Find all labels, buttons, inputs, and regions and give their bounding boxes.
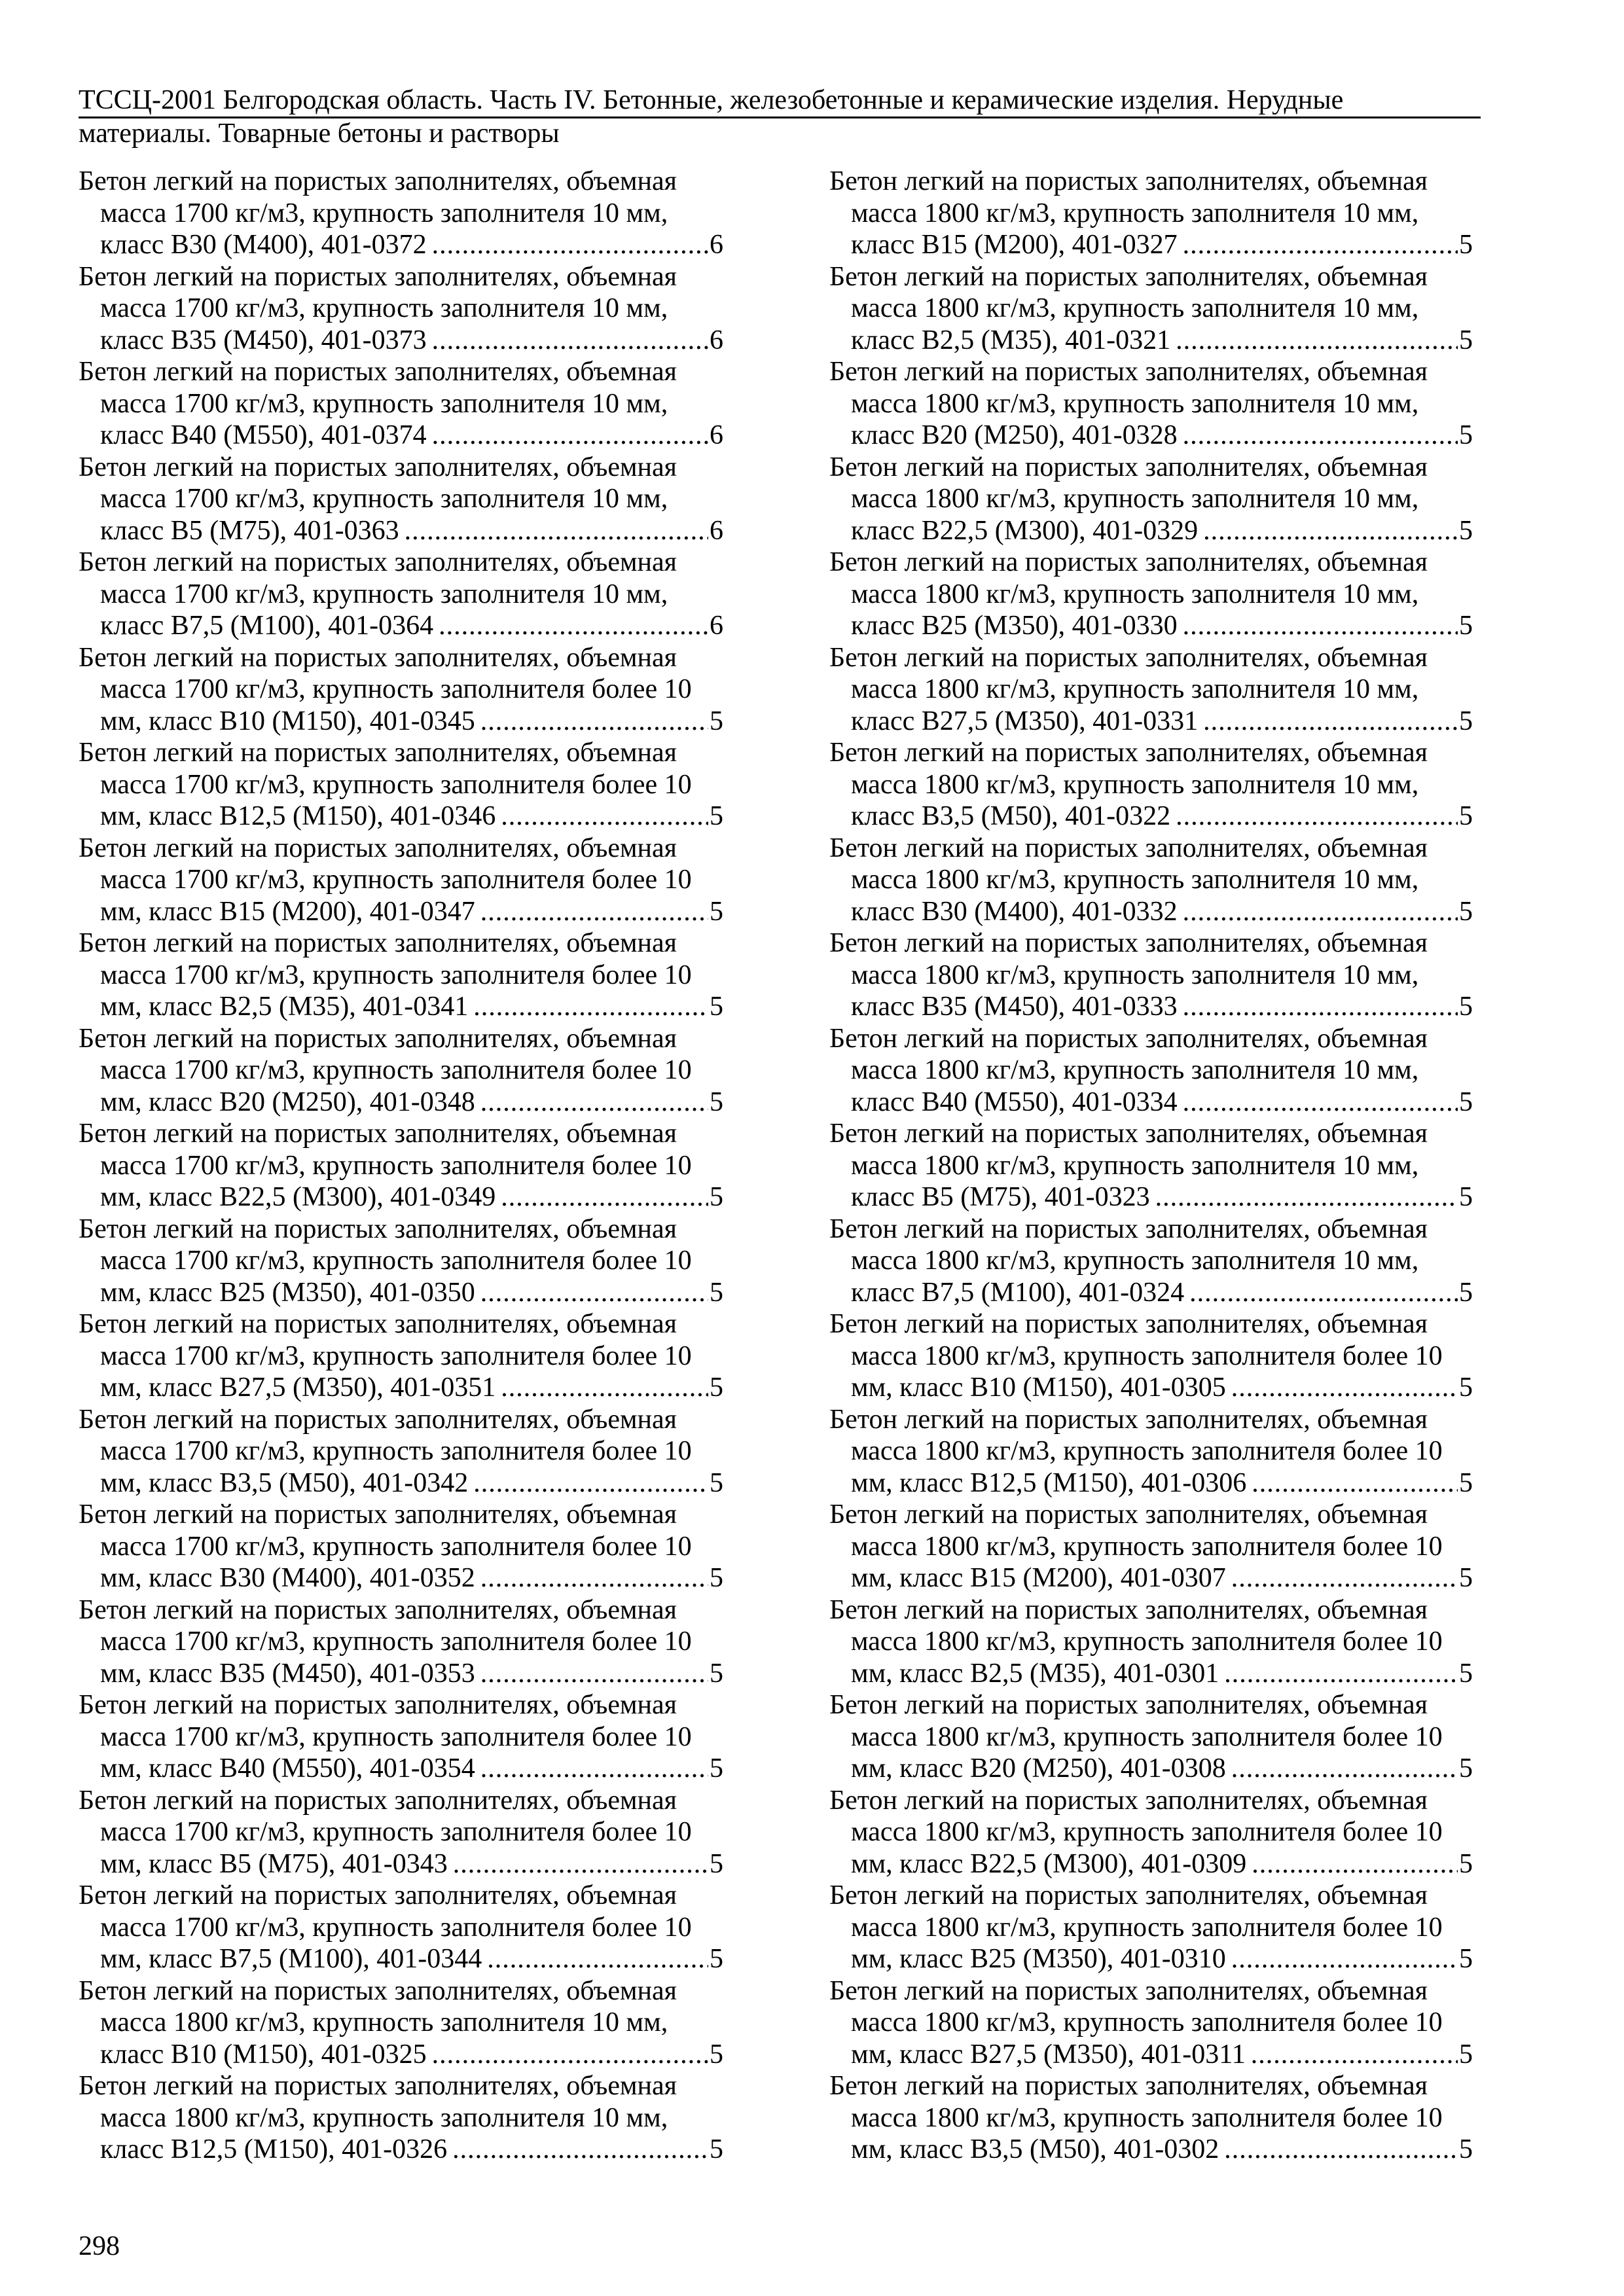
entry-code: мм, класс В2,5 (М35), 401-0301 <box>851 1658 1219 1689</box>
index-entry <box>829 1594 1473 1690</box>
entry-page-number: 5 <box>1459 1372 1473 1403</box>
index-entry <box>829 833 1473 928</box>
entry-line-3 <box>79 1658 723 1690</box>
dot-leader <box>480 1562 708 1594</box>
entry-code: класс В25 (М350), 401-0330 <box>851 611 1178 641</box>
entry-code: класс В5 (М75), 401-0323 <box>851 1182 1150 1212</box>
entry-line-3 <box>79 1372 723 1404</box>
entry-line-1: Бетон легкий на пористых заполнителях, объемная <box>829 928 1428 958</box>
index-entry <box>79 737 723 833</box>
entry-code: класс В7,5 (М100), 401-0364 <box>100 611 434 641</box>
entry-line-1: Бетон легкий на пористых заполнителях, объемная <box>79 261 677 292</box>
entry-line-2: масса 1800 кг/м3, крупность заполнителя 10 мм, <box>851 960 1419 990</box>
entry-code: класс В20 (М250), 401-0328 <box>851 420 1178 450</box>
entry-code: мм, класс В3,5 (М50), 401-0302 <box>851 2134 1219 2164</box>
entry-line-2: масса 1800 кг/м3, крупность заполнителя 10 мм, <box>851 674 1419 704</box>
entry-line-1: Бетон легкий на пористых заполнителях, объемная <box>829 1785 1428 1816</box>
dot-leader <box>1183 991 1458 1023</box>
index-entry <box>829 1975 1473 2071</box>
entry-line-3 <box>79 2134 723 2166</box>
entry-line-2: масса 1800 кг/м3, крупность заполнителя более 10 <box>851 1912 1443 1943</box>
dot-leader <box>1252 1848 1458 1880</box>
index-entry <box>79 2070 723 2166</box>
entry-page-number: 5 <box>1459 420 1473 450</box>
entry-page-number: 5 <box>1459 1086 1473 1117</box>
entry-page-number: 5 <box>1459 515 1473 546</box>
entry-line-1: Бетон легкий на пористых заполнителях, объемная <box>79 1690 677 1720</box>
index-entry <box>829 1404 1473 1499</box>
entry-code: мм, класс В5 (М75), 401-0343 <box>100 1848 448 1879</box>
entry-line-3 <box>79 1086 723 1119</box>
index-column-left <box>79 166 723 2166</box>
entry-line-3 <box>829 896 1473 928</box>
entry-line-3 <box>79 706 723 738</box>
entry-line-2: масса 1700 кг/м3, крупность заполнителя более 10 <box>100 1817 692 1847</box>
entry-page-number: 5 <box>1459 1753 1473 1784</box>
entry-code: класс В7,5 (М100), 401-0324 <box>851 1277 1185 1308</box>
index-entry <box>79 927 723 1023</box>
entry-line-2: масса 1700 кг/м3, крупность заполнителя более 10 <box>100 1150 692 1181</box>
entry-code: класс В40 (М550), 401-0374 <box>100 420 427 450</box>
entry-code: класс В27,5 (М350), 401-0331 <box>851 706 1199 736</box>
entry-line-2: масса 1800 кг/м3, крупность заполнителя 10 мм, <box>100 2007 668 2037</box>
dot-leader <box>473 991 708 1023</box>
entry-line-1: Бетон легкий на пористых заполнителях, объемная <box>829 1023 1428 1054</box>
dot-leader <box>1203 706 1458 738</box>
dot-leader <box>480 706 708 738</box>
entry-line-3 <box>79 325 723 357</box>
index-entry <box>829 356 1473 452</box>
entry-page-number: 5 <box>1459 1848 1473 1879</box>
entry-line-1: Бетон легкий на пористых заполнителях, объемная <box>829 1690 1428 1720</box>
entry-line-1: Бетон легкий на пористых заполнителях, объемная <box>79 1404 677 1435</box>
entry-code: мм, класс В30 (М400), 401-0352 <box>100 1563 475 1593</box>
entry-line-3 <box>79 1753 723 1785</box>
index-entry <box>79 1023 723 1119</box>
entry-line-3 <box>79 1181 723 1213</box>
entry-page-number: 5 <box>710 992 723 1022</box>
index-entry <box>829 1213 1473 1309</box>
entry-line-2: масса 1800 кг/м3, крупность заполнителя более 10 <box>851 2102 1443 2133</box>
entry-page-number: 5 <box>1459 1563 1473 1593</box>
index-entry <box>829 452 1473 547</box>
running-header-line-2: материалы. Товарные бетоны и растворы <box>79 118 560 149</box>
entry-line-1: Бетон легкий на пористых заполнителях, объемная <box>829 166 1428 196</box>
entry-line-2: масса 1700 кг/м3, крупность заполнителя более 10 <box>100 1721 692 1752</box>
index-entry <box>829 927 1473 1023</box>
entry-line-1: Бетон легкий на пористых заполнителях, объемная <box>79 1119 677 1149</box>
entry-line-3 <box>829 800 1473 833</box>
entry-code: класс В5 (М75), 401-0363 <box>100 515 399 546</box>
entry-line-1: Бетон легкий на пористых заполнителях, объемная <box>829 642 1428 673</box>
dot-leader <box>1183 1086 1458 1119</box>
index-entry <box>79 261 723 357</box>
index-entry <box>829 1118 1473 1213</box>
entry-code: мм, класс В12,5 (М150), 401-0346 <box>100 801 496 831</box>
entry-line-2: масса 1800 кг/м3, крупность заполнителя более 10 <box>851 2007 1443 2037</box>
entry-code: мм, класс В27,5 (М350), 401-0351 <box>100 1372 496 1403</box>
entry-code: класс В15 (М200), 401-0327 <box>851 230 1178 260</box>
entry-code: мм, класс В25 (М350), 401-0350 <box>100 1277 475 1308</box>
entry-line-1: Бетон легкий на пористых заполнителях, объемная <box>79 1594 677 1625</box>
entry-line-2: масса 1800 кг/м3, крупность заполнителя 10 мм, <box>851 1150 1419 1181</box>
entry-line-3 <box>829 1562 1473 1594</box>
index-entry <box>79 1118 723 1213</box>
dot-leader <box>501 800 708 833</box>
entry-page-number: 5 <box>710 1277 723 1308</box>
index-entry <box>829 737 1473 833</box>
entry-line-3 <box>79 420 723 452</box>
entry-code: мм, класс В3,5 (М50), 401-0342 <box>100 1467 469 1498</box>
index-entry <box>79 1785 723 1880</box>
dot-leader <box>1231 1562 1458 1594</box>
index-entry <box>829 1499 1473 1594</box>
entry-page-number: 5 <box>710 1182 723 1212</box>
index-entry <box>79 833 723 928</box>
index-entry <box>79 1689 723 1785</box>
entry-page-number: 5 <box>710 1753 723 1784</box>
entry-page-number: 5 <box>710 896 723 927</box>
entry-line-1: Бетон легкий на пористых заполнителях, объемная <box>829 1213 1428 1244</box>
entry-line-3 <box>829 706 1473 738</box>
entry-line-2: масса 1800 кг/м3, крупность заполнителя 10 мм, <box>851 293 1419 323</box>
entry-page-number: 5 <box>1459 896 1473 927</box>
entry-line-1: Бетон легкий на пористых заполнителях, объемная <box>79 1023 677 1054</box>
page-number: 298 <box>79 2231 120 2261</box>
dot-leader <box>452 2134 708 2166</box>
entry-line-2: масса 1700 кг/м3, крупность заполнителя более 10 <box>100 1246 692 1276</box>
dot-leader <box>1224 1658 1458 1690</box>
entry-line-2: масса 1700 кг/м3, крупность заполнителя более 10 <box>100 1436 692 1466</box>
entry-line-2: масса 1800 кг/м3, крупность заполнителя 10 мм, <box>851 484 1419 514</box>
index-entry <box>829 1023 1473 1119</box>
entry-line-3 <box>829 1372 1473 1404</box>
entry-line-3 <box>829 515 1473 547</box>
entry-line-1: Бетон легкий на пористых заполнителях, объемная <box>829 738 1428 768</box>
entry-line-1: Бетон легкий на пористых заполнителях, объемная <box>829 261 1428 292</box>
entry-line-3 <box>829 1467 1473 1499</box>
entry-line-2: масса 1700 кг/м3, крупность заполнителя 10 мм, <box>100 293 668 323</box>
entry-line-2: масса 1800 кг/м3, крупность заполнителя 10 мм, <box>851 1055 1419 1085</box>
entry-line-1: Бетон легкий на пористых заполнителях, объемная <box>79 1975 677 2006</box>
entry-page-number: 5 <box>1459 1277 1473 1308</box>
entry-code: класс В35 (М450), 401-0373 <box>100 325 427 355</box>
index-entry <box>79 356 723 452</box>
dot-leader <box>1231 1372 1458 1404</box>
entry-page-number: 5 <box>1459 1182 1473 1212</box>
entry-line-3 <box>829 1943 1473 1975</box>
entry-line-2: масса 1700 кг/м3, крупность заполнителя 10 мм, <box>100 388 668 419</box>
dot-leader <box>432 325 708 357</box>
entry-line-2: масса 1700 кг/м3, крупность заполнителя более 10 <box>100 674 692 704</box>
entry-code: мм, класс В12,5 (М150), 401-0306 <box>851 1467 1247 1498</box>
dot-leader <box>1203 515 1458 547</box>
entry-code: мм, класс В25 (М350), 401-0310 <box>851 1944 1226 1974</box>
entry-line-3 <box>829 325 1473 357</box>
index-entry <box>79 1975 723 2071</box>
entry-line-3 <box>79 229 723 261</box>
entry-line-2: масса 1700 кг/м3, крупность заполнителя более 10 <box>100 1912 692 1943</box>
entry-line-2: масса 1800 кг/м3, крупность заполнителя более 10 <box>851 1436 1443 1466</box>
entry-line-1: Бетон легкий на пористых заполнителях, объемная <box>829 1309 1428 1339</box>
entry-page-number: 5 <box>1459 1944 1473 1974</box>
entry-line-1: Бетон легкий на пористых заполнителях, объемная <box>79 357 677 387</box>
dot-leader <box>1231 1943 1458 1975</box>
entry-line-2: масса 1800 кг/м3, крупность заполнителя 10 мм, <box>851 865 1419 895</box>
entry-line-1: Бетон легкий на пористых заполнителях, объемная <box>79 452 677 482</box>
entry-line-1: Бетон легкий на пористых заполнителях, объемная <box>79 928 677 958</box>
entry-line-2: масса 1800 кг/м3, крупность заполнителя 10 мм, <box>100 2102 668 2133</box>
dot-leader <box>480 1277 708 1309</box>
dot-leader <box>473 1467 708 1499</box>
entry-line-3 <box>79 1943 723 1975</box>
dot-leader <box>1251 2039 1458 2071</box>
entry-line-1: Бетон легкий на пористых заполнителях, объемная <box>79 1499 677 1530</box>
entry-page-number: 5 <box>710 1563 723 1593</box>
entry-line-1: Бетон легкий на пористых заполнителях, объемная <box>79 738 677 768</box>
entry-line-1: Бетон легкий на пористых заполнителях, объемная <box>79 833 677 863</box>
entry-line-3 <box>79 515 723 547</box>
dot-leader <box>1183 420 1458 452</box>
dot-leader <box>480 1753 708 1785</box>
entry-line-3 <box>829 1753 1473 1785</box>
entry-line-2: масса 1700 кг/м3, крупность заполнителя более 10 <box>100 1055 692 1085</box>
entry-line-2: масса 1700 кг/м3, крупность заполнителя более 10 <box>100 865 692 895</box>
entry-line-2: масса 1700 кг/м3, крупность заполнителя 10 мм, <box>100 579 668 609</box>
entry-page-number: 5 <box>1459 801 1473 831</box>
entry-page-number: 5 <box>710 1658 723 1689</box>
index-entry <box>829 642 1473 738</box>
entry-line-2: масса 1700 кг/м3, крупность заполнителя более 10 <box>100 1340 692 1371</box>
index-entry <box>79 1213 723 1309</box>
entry-code: мм, класс В40 (М550), 401-0354 <box>100 1753 475 1784</box>
entry-page-number: 5 <box>710 1467 723 1498</box>
entry-line-3 <box>829 420 1473 452</box>
entry-line-2: масса 1800 кг/м3, крупность заполнителя 10 мм, <box>851 198 1419 228</box>
index-entry <box>79 1308 723 1404</box>
index-entry <box>829 1308 1473 1404</box>
entry-code: класс В22,5 (М300), 401-0329 <box>851 515 1199 546</box>
entry-line-1: Бетон легкий на пористых заполнителях, объемная <box>829 547 1428 577</box>
entry-page-number: 6 <box>710 325 723 355</box>
index-entry <box>829 261 1473 357</box>
entry-line-3 <box>79 1848 723 1880</box>
entry-line-1: Бетон легкий на пористых заполнителях, объемная <box>829 1594 1428 1625</box>
entry-code: мм, класс В10 (М150), 401-0345 <box>100 706 475 736</box>
index-entry <box>829 547 1473 642</box>
index-entry <box>79 452 723 547</box>
entry-line-2: масса 1800 кг/м3, крупность заполнителя 10 мм, <box>851 1246 1419 1276</box>
dot-leader <box>1231 1753 1458 1785</box>
entry-code: мм, класс В15 (М200), 401-0307 <box>851 1563 1226 1593</box>
entry-code: класс В12,5 (М150), 401-0326 <box>100 2134 448 2164</box>
dot-leader <box>405 515 708 547</box>
entry-line-1: Бетон легкий на пористых заполнителях, объемная <box>829 452 1428 482</box>
entry-line-2: масса 1700 кг/м3, крупность заполнителя 10 мм, <box>100 198 668 228</box>
entry-code: мм, класс В35 (М450), 401-0353 <box>100 1658 475 1689</box>
entry-line-1: Бетон легкий на пористых заполнителях, объемная <box>79 2071 677 2101</box>
entry-code: класс В2,5 (М35), 401-0321 <box>851 325 1171 355</box>
index-entry <box>79 1499 723 1594</box>
entry-line-3 <box>829 1277 1473 1309</box>
dot-leader <box>432 2039 708 2071</box>
entry-page-number: 5 <box>1459 706 1473 736</box>
entry-page-number: 5 <box>710 706 723 736</box>
index-entry <box>829 1785 1473 1880</box>
entry-line-2: масса 1700 кг/м3, крупность заполнителя 10 мм, <box>100 484 668 514</box>
entry-line-1: Бетон легкий на пористых заполнителях, объемная <box>829 1119 1428 1149</box>
entry-code: мм, класс В15 (М200), 401-0347 <box>100 896 475 927</box>
dot-leader <box>1224 2134 1458 2166</box>
entry-line-2: масса 1800 кг/м3, крупность заполнителя более 10 <box>851 1531 1443 1562</box>
entry-code: мм, класс В2,5 (М35), 401-0341 <box>100 992 469 1022</box>
entry-code: класс В3,5 (М50), 401-0322 <box>851 801 1171 831</box>
dot-leader <box>432 420 708 452</box>
dot-leader <box>501 1372 708 1404</box>
index-entry <box>79 166 723 261</box>
entry-line-3 <box>829 1658 1473 1690</box>
entry-line-3 <box>79 1562 723 1594</box>
index-entry <box>79 1880 723 1975</box>
dot-leader <box>1189 1277 1458 1309</box>
entry-page-number: 5 <box>710 801 723 831</box>
entry-line-1: Бетон легкий на пористых заполнителях, объемная <box>829 1499 1428 1530</box>
dot-leader <box>487 1943 708 1975</box>
entry-line-1: Бетон легкий на пористых заполнителях, объемная <box>829 1975 1428 2006</box>
entry-page-number: 5 <box>1459 325 1473 355</box>
entry-code: мм, класс В22,5 (М300), 401-0349 <box>100 1182 496 1212</box>
dot-leader <box>453 1848 708 1880</box>
dot-leader <box>480 1086 708 1119</box>
entry-page-number: 5 <box>1459 1658 1473 1689</box>
entry-code: класс В10 (М150), 401-0325 <box>100 2039 427 2070</box>
entry-code: мм, класс В27,5 (М350), 401-0311 <box>851 2039 1246 2070</box>
entry-line-2: масса 1800 кг/м3, крупность заполнителя более 10 <box>851 1721 1443 1752</box>
entry-code: мм, класс В20 (М250), 401-0308 <box>851 1753 1226 1784</box>
entry-line-3 <box>829 1086 1473 1119</box>
entry-line-3 <box>79 896 723 928</box>
entry-page-number: 5 <box>1459 2134 1473 2164</box>
entry-line-3 <box>829 2134 1473 2166</box>
entry-line-3 <box>79 610 723 642</box>
entry-line-3 <box>829 1848 1473 1880</box>
index-entry <box>829 166 1473 261</box>
entry-line-1: Бетон легкий на пористых заполнителях, объемная <box>79 1309 677 1339</box>
dot-leader <box>1183 610 1458 642</box>
entry-line-1: Бетон легкий на пористых заполнителях, объемная <box>79 1213 677 1244</box>
entry-line-1: Бетон легкий на пористых заполнителях, объемная <box>79 166 677 196</box>
entry-code: класс В30 (М400), 401-0332 <box>851 896 1178 927</box>
entry-code: мм, класс В22,5 (М300), 401-0309 <box>851 1848 1247 1879</box>
entry-line-1: Бетон легкий на пористых заполнителях, объемная <box>79 1785 677 1816</box>
index-entry <box>79 547 723 642</box>
entry-line-1: Бетон легкий на пористых заполнителях, объемная <box>829 1404 1428 1435</box>
entry-line-2: масса 1800 кг/м3, крупность заполнителя более 10 <box>851 1340 1443 1371</box>
dot-leader <box>1176 800 1458 833</box>
entry-page-number: 5 <box>710 2039 723 2070</box>
entry-page-number: 5 <box>1459 992 1473 1022</box>
entry-line-2: масса 1700 кг/м3, крупность заполнителя более 10 <box>100 1626 692 1657</box>
entry-line-2: масса 1800 кг/м3, крупность заполнителя более 10 <box>851 1626 1443 1657</box>
entry-line-1: Бетон легкий на пористых заполнителях, объемная <box>829 2071 1428 2101</box>
entry-line-1: Бетон легкий на пористых заполнителях, объемная <box>829 833 1428 863</box>
entry-line-2: масса 1700 кг/м3, крупность заполнителя более 10 <box>100 960 692 990</box>
dot-leader <box>1176 325 1458 357</box>
entry-line-3 <box>79 991 723 1023</box>
entry-line-3 <box>829 229 1473 261</box>
entry-line-2: масса 1700 кг/м3, крупность заполнителя более 10 <box>100 1531 692 1562</box>
entry-line-3 <box>79 1467 723 1499</box>
entry-page-number: 5 <box>1459 2039 1473 2070</box>
entry-line-2: масса 1800 кг/м3, крупность заполнителя 10 мм, <box>851 769 1419 800</box>
entry-page-number: 5 <box>1459 230 1473 260</box>
entry-line-3 <box>829 610 1473 642</box>
index-entry <box>829 1880 1473 1975</box>
entry-line-1: Бетон легкий на пористых заполнителях, объемная <box>79 1880 677 1910</box>
dot-leader <box>1252 1467 1458 1499</box>
entry-line-3 <box>829 2039 1473 2071</box>
entry-page-number: 5 <box>1459 611 1473 641</box>
entry-code: класс В40 (М550), 401-0334 <box>851 1086 1178 1117</box>
entry-line-2: масса 1700 кг/м3, крупность заполнителя более 10 <box>100 769 692 800</box>
dot-leader <box>1155 1181 1458 1213</box>
entry-page-number: 5 <box>710 1944 723 1974</box>
entry-page-number: 6 <box>710 230 723 260</box>
entry-page-number: 5 <box>710 1086 723 1117</box>
dot-leader <box>480 896 708 928</box>
entry-page-number: 6 <box>710 420 723 450</box>
index-column-right <box>829 166 1473 2166</box>
entry-page-number: 5 <box>710 2134 723 2164</box>
entry-page-number: 6 <box>710 515 723 546</box>
entry-line-3 <box>829 1181 1473 1213</box>
entry-line-3 <box>79 800 723 833</box>
entry-code: мм, класс В10 (М150), 401-0305 <box>851 1372 1226 1403</box>
entry-line-2: масса 1800 кг/м3, крупность заполнителя более 10 <box>851 1817 1443 1847</box>
running-header-line-1: ТССЦ-2001 Белгородская область. Часть IV. Бетонные, железобетонные и керамические изделия. Нерудные <box>79 85 1344 115</box>
dot-leader <box>439 610 708 642</box>
entry-page-number: 6 <box>710 611 723 641</box>
dot-leader <box>501 1181 708 1213</box>
entry-line-3 <box>79 2039 723 2071</box>
entry-page-number: 5 <box>710 1848 723 1879</box>
entry-code: мм, класс В20 (М250), 401-0348 <box>100 1086 475 1117</box>
index-entry <box>829 2070 1473 2166</box>
dot-leader <box>1183 896 1458 928</box>
entry-code: мм, класс В7,5 (М100), 401-0344 <box>100 1944 482 1974</box>
dot-leader <box>432 229 708 261</box>
entry-line-2: масса 1800 кг/м3, крупность заполнителя 10 мм, <box>851 579 1419 609</box>
entry-line-1: Бетон легкий на пористых заполнителях, объемная <box>829 1880 1428 1910</box>
entry-line-1: Бетон легкий на пористых заполнителях, объемная <box>79 547 677 577</box>
dot-leader <box>480 1658 708 1690</box>
entry-code: класс В35 (М450), 401-0333 <box>851 992 1178 1022</box>
entry-line-1: Бетон легкий на пористых заполнителях, объемная <box>79 642 677 673</box>
entry-code: класс В30 (М400), 401-0372 <box>100 230 427 260</box>
index-entry <box>79 1594 723 1690</box>
index-entry <box>79 1404 723 1499</box>
index-entry <box>79 642 723 738</box>
entry-line-1: Бетон легкий на пористых заполнителях, объемная <box>829 357 1428 387</box>
entry-line-3 <box>829 991 1473 1023</box>
entry-page-number: 5 <box>1459 1467 1473 1498</box>
index-entry <box>829 1689 1473 1785</box>
dot-leader <box>1183 229 1458 261</box>
entry-line-2: масса 1800 кг/м3, крупность заполнителя 10 мм, <box>851 388 1419 419</box>
entry-line-3 <box>79 1277 723 1309</box>
entry-page-number: 5 <box>710 1372 723 1403</box>
